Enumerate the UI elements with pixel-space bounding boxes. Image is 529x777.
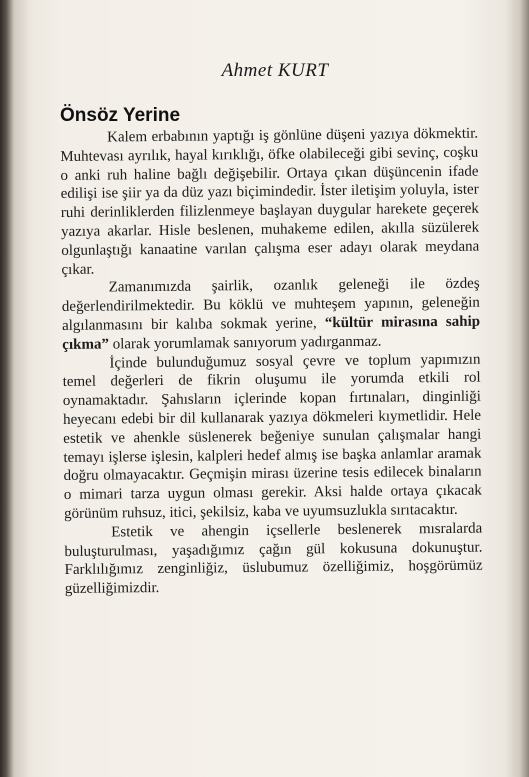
paragraph-4: Estetik ve ahengin içsellerle beslenerek mısralarda buluşturulması, yaşadığımız çağın gül kokusuna dokunuştur. Farklılığımız zenginliğiz, üslubumuz özelliğimiz, hoşgörümüz güzelliğimizdir. — [64, 520, 483, 598]
paragraph-2-part2: olarak yorumlamak sanıyorum yadırganmaz. — [108, 333, 382, 353]
section-title: Önsöz Yerine — [60, 105, 181, 126]
body-text — [60, 125, 483, 599]
emphasized-phrase: “kültür mirasına sahip çıkma” — [62, 313, 481, 353]
paragraph-3: İçinde bulunduğumuz sosyal çevre ve toplum yapımızın temel değerleri de fikrin oluşumu ile yorumda etkili rol oynamaktadır. Şahısların içlerinde kopan fırtınaları, dinginliği heyecanı edebi bir dil kullanarak yazıya dökmeleri kıymetlidir. Hele estetik ve ahenkle süslenerek beğeniye sunulan çalışmalar hangi temayı işlerse işlesin, kalpleri hedef almış ise başka anlamlar aramak doğru olmayacaktır. Geçmişin mirası üzerine tesis edilecek binaların o mimari tarza uygun olması gerekir. Aksi halde ortaya çıkacak görünüm ruhsuz, itici, şekilsiz, kaba ve uyumsuzlukla sırıtacaktır. — [62, 351, 482, 522]
paragraph-2-part1: Zamanımızda şairlik, ozanlık geleneği ile özdeş değerlendirilmektedir. Bu köklü ve muhteşem yapının, geleneğin algılanmasını bir kalıba sokmak yerine, — [61, 275, 480, 334]
paragraph-2 — [62, 275, 481, 355]
book-page — [40, 12, 510, 762]
running-header-author: Ahmet KURT — [221, 60, 329, 81]
paragraph-1: Kalem erbabının yaptığı iş gönlüne düşeni yazıya dökmektir. Muhtevası ayrılık, hayal kırıklığı, öfke olabileceği gibi sevinç, coşku o anki ruh haline bağlı değişebilir. Ortaya çıkan düşüncenin ifade edilişi ise şiir ya da düz yazı biçimindedir. İster iletişim yoluyla, ister ruhi derinliklerden filizlenmeye başlayan duygular harekete geçerek yazıya akarlar. Hisle beslenen, muhakeme edilen, akılla süzülerek olgunlaştığı kanaatine varılan çalışma eser adayı olarak meydana çıkar. — [60, 125, 480, 278]
